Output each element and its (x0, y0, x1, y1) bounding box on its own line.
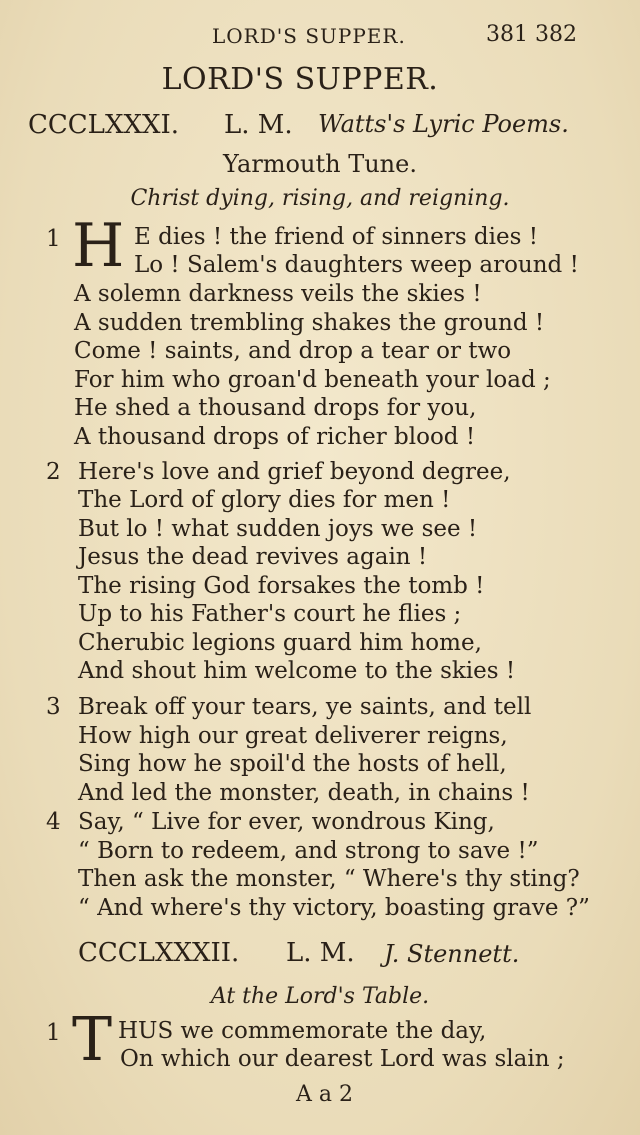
verse-number: 2 (46, 459, 61, 485)
verse-line: Cherubic legions guard him home, (78, 630, 482, 656)
drop-cap: H (72, 211, 125, 281)
verse-line: The Lord of glory dies for men ! (78, 487, 451, 513)
hymn-subtitle: Christ dying, rising, and reigning. (130, 186, 510, 211)
verse-number: 1 (46, 226, 61, 252)
verse-line: Sing how he spoil'd the hosts of hell, (78, 751, 507, 777)
verse-line: For him who groan'd beneath your load ; (74, 367, 551, 393)
verse-line: He shed a thousand drops for you, (74, 395, 477, 421)
hymn-number: CCCLXXXII. (78, 938, 240, 968)
signature-mark: A a 2 (296, 1082, 353, 1107)
verse-line: And led the monster, death, in chains ! (78, 780, 530, 806)
verse-line: How high our great deliverer reigns, (78, 723, 508, 749)
verse-line: Break off your tears, ye saints, and tell (78, 694, 532, 720)
verse-line: Come ! saints, and drop a tear or two (74, 338, 512, 364)
page-numbers: 381 382 (486, 22, 577, 47)
verse-number: 4 (46, 809, 61, 835)
verse-line: A thousand drops of richer blood ! (74, 424, 476, 450)
verse-line: HUS we commemorate the day, (118, 1018, 487, 1044)
hymn-author: Watts's Lyric Poems. (318, 110, 569, 138)
verse-line: And shout him welcome to the skies ! (78, 658, 516, 684)
verse-line: But lo ! what sudden joys we see ! (78, 516, 478, 542)
verse-number: 3 (46, 694, 61, 720)
hymn-meter: L. M. (224, 110, 293, 140)
drop-cap: T (72, 1005, 113, 1075)
verse-line: “ Born to redeem, and strong to save !” (78, 838, 539, 864)
verse-line: On which our dearest Lord was slain ; (120, 1046, 565, 1072)
hymn-subtitle: At the Lord's Table. (210, 984, 430, 1009)
hymn-author: J. Stennett. (384, 940, 520, 968)
section-title: LORD'S SUPPER. (161, 62, 439, 97)
verse-line: Up to his Father's court he flies ; (78, 601, 462, 627)
verse-line: E dies ! the friend of sinners dies ! (134, 224, 538, 250)
hymn-meter: L. M. (286, 938, 355, 968)
verse-line: The rising God forsakes the tomb ! (78, 573, 485, 599)
running-header-title: LORD'S SUPPER. (212, 24, 406, 48)
verse-line: Jesus the dead revives again ! (78, 544, 428, 570)
verse-line: Then ask the monster, “ Where's thy sting? (78, 866, 580, 892)
verse-line: Say, “ Live for ever, wondrous King, (78, 809, 495, 835)
verse-line: A sudden trembling shakes the ground ! (74, 310, 545, 336)
verse-line: Here's love and grief beyond degree, (78, 459, 511, 485)
hymn-number: CCCLXXXI. (28, 110, 180, 140)
verse-line: “ And where's thy victory, boasting grave ?” (78, 895, 590, 921)
tune-name: Yarmouth Tune. (223, 150, 417, 178)
verse-number: 1 (46, 1020, 61, 1046)
verse-line: Lo ! Salem's daughters weep around ! (134, 252, 579, 278)
verse-line: A solemn darkness veils the skies ! (74, 281, 482, 307)
